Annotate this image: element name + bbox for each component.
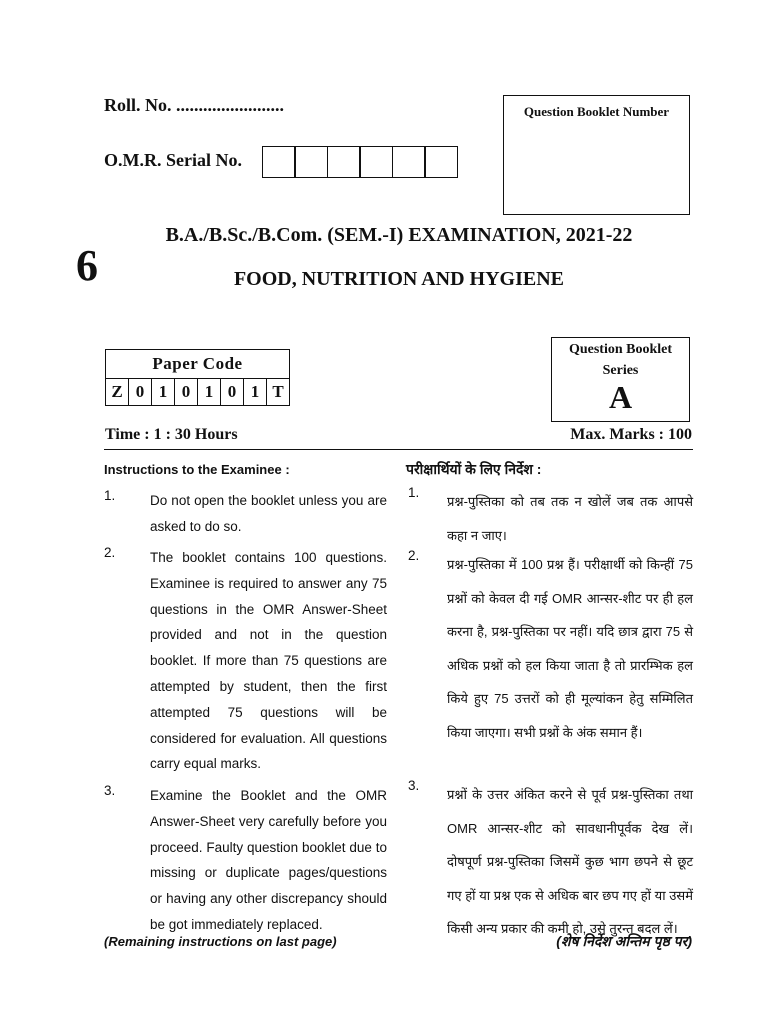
instruction-text: Do not open the booklet unless you are asked to do so.	[150, 493, 387, 534]
paper-code-char: 0	[174, 379, 197, 405]
roll-number-field: Roll. No. ........................	[104, 95, 284, 115]
paper-code-char: 0	[128, 379, 151, 405]
paper-code-char: 0	[220, 379, 243, 405]
paper-code-char: Z	[111, 382, 123, 401]
max-marks: Max. Marks : 100	[570, 426, 692, 443]
instruction-number: 1.	[408, 485, 420, 500]
remaining-instructions-note: (Remaining instructions on last page)	[104, 934, 337, 949]
paper-code-char: 1	[243, 379, 266, 405]
omr-serial-boxes	[263, 146, 458, 178]
paper-code-label: Paper Code	[106, 350, 289, 379]
exam-time: Time : 1 : 30 Hours	[105, 426, 238, 443]
set-number: 6	[76, 241, 98, 290]
divider-line	[104, 449, 693, 450]
instruction-text: प्रश्न-पुस्तिका को तब तक न खोलें जब तक आपसे कहा न जाए।	[447, 494, 693, 543]
booklet-series-label: Question Booklet	[568, 342, 673, 357]
omr-serial-box	[424, 146, 458, 178]
paper-code-box	[105, 349, 290, 406]
instruction-number: 2.	[408, 548, 420, 563]
omr-serial-label: O.M.R. Serial No.	[104, 150, 242, 170]
omr-serial-box	[327, 146, 361, 178]
instructions-en-title: Instructions to the Examinee :	[104, 462, 290, 477]
omr-serial-box	[262, 146, 296, 178]
exam-title: B.A./B.Sc./B.Com. (SEM.-I) EXAMINATION, 2021-22	[165, 224, 633, 246]
omr-serial-box	[392, 146, 426, 178]
question-booklet-number-label: Question Booklet Number	[523, 104, 670, 119]
omr-serial-box	[294, 146, 328, 178]
instruction-text: The booklet contains 100 questions. Examinee is required to answer any 75 questions in the OMR Answer-Sheet provided and not in the question booklet. If more than 75 questions are attempted by student, then the first attempted 75 questions will be considered for evaluation. All questions carry equal marks.	[150, 550, 387, 772]
remaining-instructions-note-hi: (शेष निर्देश अन्तिम पृष्ठ पर)	[556, 933, 692, 949]
instruction-text: Examine the Booklet and the OMR Answer-Sheet very carefully before you proceed. Faulty question booklet due to missing or duplicate pages/questions or having any other discrepancy should be got immediately replaced.	[150, 788, 387, 932]
booklet-series-letter: A	[608, 379, 633, 415]
instruction-number: 1.	[104, 488, 116, 503]
instruction-text: प्रश्न-पुस्तिका में 100 प्रश्न हैं। परीक्षार्थी को किन्हीं 75 प्रश्नों को केवल दी गई OMR आन्सर-शीट पर ही हल करना है, प्रश्न-पुस्तिका पर नहीं। यदि छात्र द्वारा 75 से अधिक प्रश्नों को हल किया जाता है तो प्रारम्भिक हल किये हुए 75 उत्तरों को ही मूल्यांकन हेतु सम्मिलित किया जाएगा। सभी प्रश्नों के अंक समान हैं।	[447, 557, 693, 740]
paper-code-char: T	[266, 379, 289, 405]
instructions-hi-title: परीक्षार्थियों के लिए निर्देश :	[406, 461, 542, 477]
omr-serial-box	[359, 146, 393, 178]
instruction-number: 3.	[408, 778, 420, 793]
question-booklet-number-box	[503, 95, 690, 215]
booklet-series-label-2: Series	[602, 363, 639, 378]
booklet-series-box	[551, 337, 690, 422]
subject-title: FOOD, NUTRITION AND HYGIENE	[233, 268, 565, 290]
instruction-number: 2.	[104, 545, 116, 560]
paper-code-char: 1	[197, 379, 220, 405]
instruction-text: प्रश्नों के उत्तर अंकित करने से पूर्व प्रश्न-पुस्तिका तथा OMR आन्सर-शीट को सावधानीपूर्वक देख लें। दोषपूर्ण प्रश्न-पुस्तिका जिसमें कुछ भाग छपने से छूट गए हों या प्रश्न एक से अधिक बार छप गए हों या उसमें किसी अन्य प्रकार की कमी हो, उसे तुरन्त बदल लें।	[447, 787, 693, 936]
paper-code-char: 1	[151, 379, 174, 405]
instruction-number: 3.	[104, 783, 116, 798]
